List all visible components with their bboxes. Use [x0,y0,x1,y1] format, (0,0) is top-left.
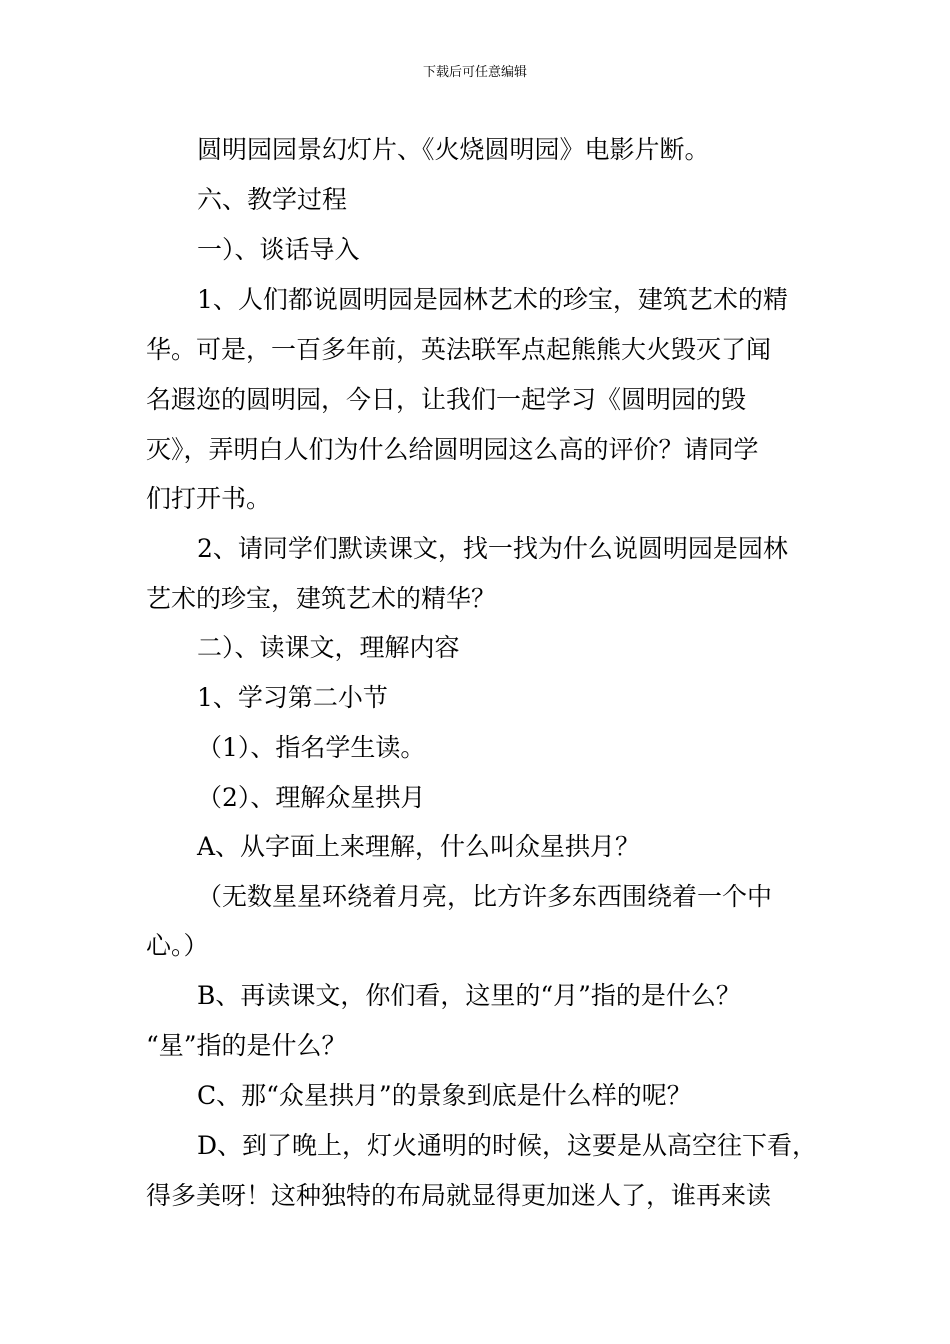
section-heading: 六、教学过程 [197,185,348,214]
subsection-heading: 二）、读课文，理解内容 [197,633,460,662]
text-line: A、从字面上来理解，什么叫众星拱月？ [197,832,641,861]
subsection-heading: 一）、谈话导入 [197,235,360,264]
page-header: 下载后可任意编辑 [422,65,527,80]
text-line: 艺术的珍宝，建筑艺术的精华？ [146,584,497,613]
text-line: （无数星星环绕着月亮，比方许多东西围绕着一个中 [197,882,773,911]
text-line: B、再读课文，你们看，这里的“月”指的是什么？ [197,981,741,1010]
text-line: 名遐迩的圆明园，今日，让我们一起学习《圆明园的毁 [146,385,747,414]
text-line: 1、人们都说圆明园是园林艺术的珍宝，建筑艺术的精 [197,285,788,314]
text-line: 圆明园园景幻灯片、《火烧圆明园》电影片断。 [197,135,710,164]
text-line: 2、请同学们默读课文，找一找为什么说圆明园是园林 [197,534,788,563]
text-line: 灭》，弄明白人们为什么给圆明园这么高的评价？请同学 [146,435,759,464]
text-line: 得多美呀！这种独特的布局就显得更加迷人了，谁再来读 [146,1181,772,1210]
text-line: （1）、指名学生读。 [197,733,426,762]
text-line: 心。） [146,931,209,960]
text-line: （2）、理解众星拱月 [197,783,426,812]
text-line: 华。可是，一百多年前，英法联军点起熊熊大火毁灭了闻 [146,335,772,364]
text-line: “星”指的是什么？ [146,1031,347,1060]
text-line: 1、学习第二小节 [197,683,388,712]
text-line: 们打开书。 [146,484,272,513]
text-line: C、那“众星拱月”的景象到底是什么样的呢？ [197,1081,692,1110]
text-line: D、到了晚上，灯火通明的时候，这要是从高空往下看， [197,1131,818,1160]
